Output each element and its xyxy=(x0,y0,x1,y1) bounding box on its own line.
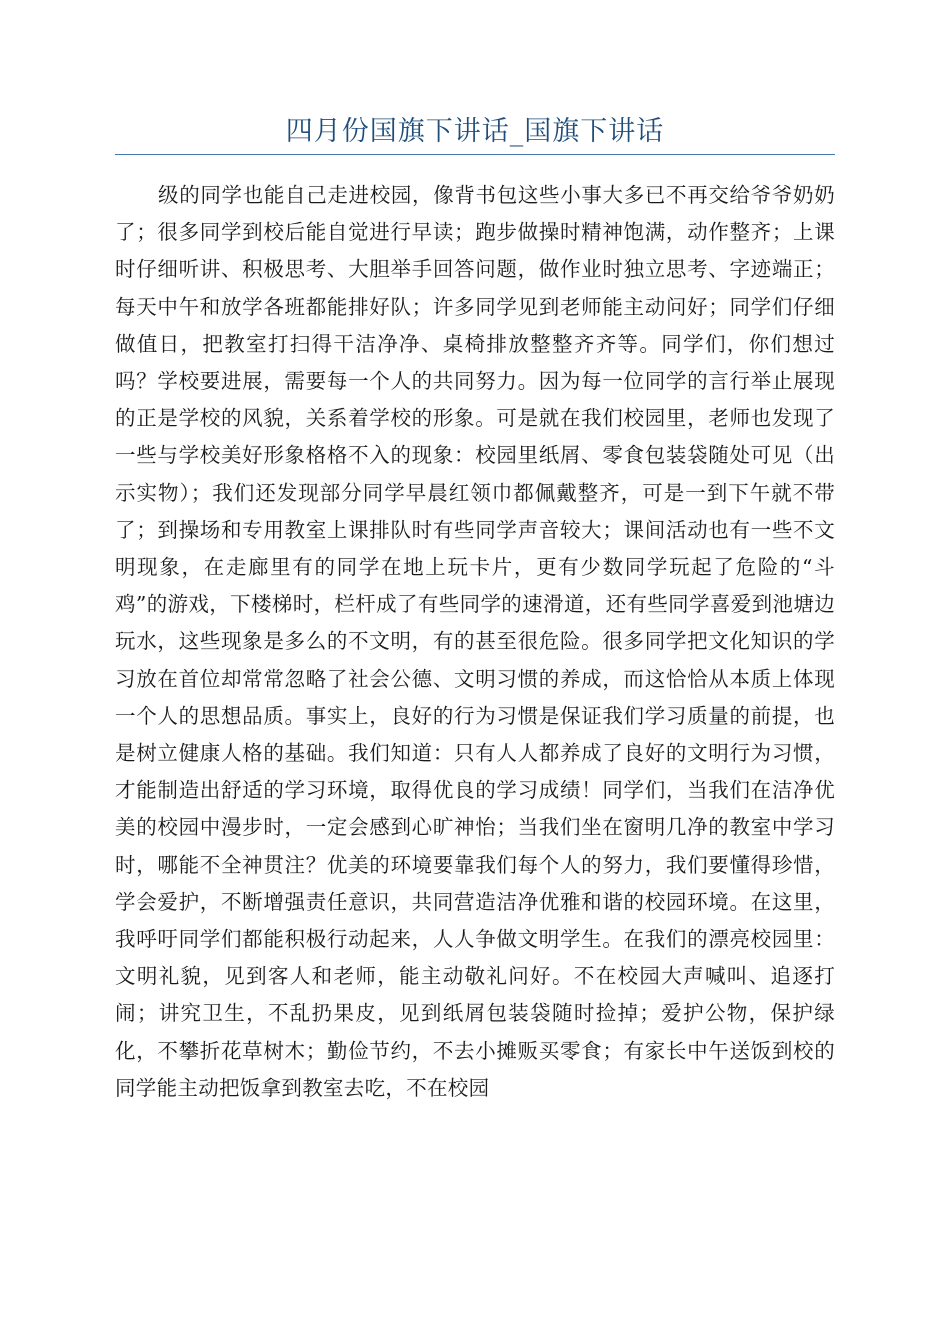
body-paragraph: 级的同学也能自己走进校园，像背书包这些小事大多已不再交给爷爷奶奶了；很多同学到校后能自觉进行早读；跑步做操时精神饱满，动作整齐；上课时仔细听讲、积极思考、大胆举手回答问题，做作业时独立思考、字迹端正；每天中午和放学各班都能排好队；许多同学见到老师能主动问好；同学们仔细做值日，把教室打扫得干洁净净、桌椅排放整整齐齐等。同学们，你们想过吗？学校要进展，需要每一个人的共同努力。因为每一位同学的言行举止展现的正是学校的风貌，关系着学校的形象。可是就在我们校园里，老师也发现了一些与学校美好形象格格不入的现象：校园里纸屑、零食包装袋随处可见（出示实物）；我们还发现部分同学早晨红领巾都佩戴整齐，可是一到下午就不带了；到操场和专用教室上课排队时有些同学声音较大；课间活动也有一些不文明现象，在走廊里有的同学在地上玩卡片，更有少数同学玩起了危险的“斗鸡”的游戏，下楼梯时，栏杆成了有些同学的速滑道，还有些同学喜爱到池塘边玩水，这些现象是多么的不文明，有的甚至很危险。很多同学把文化知识的学习放在首位却常常忽略了社会公德、文明习惯的养成，而这恰恰从本质上体现一个人的思想品质。事实上，良好的行为习惯是保证我们学习质量的前提，也是树立健康人格的基础。我们知道：只有人人都养成了良好的文明行为习惯，才能制造出舒适的学习环境，取得优良的学习成绩！同学们，当我们在洁净优美的校园中漫步时，一定会感到心旷神怡；当我们坐在窗明几净的教室中学习时，哪能不全神贯注？优美的环境要靠我们每个人的努力，我们要懂得珍惜，学会爱护，不断增强责任意识，共同营造洁净优雅和谐的校园环境。在这里，我呼吁同学们都能积极行动起来，人人争做文明学生。在我们的漂亮校园里：文明礼貌，见到客人和老师，能主动敬礼问好。不在校园大声喊叫、追逐打闹；讲究卫生，不乱扔果皮，见到纸屑包装袋随时捡掉；爱护公物，保护绿化，不攀折花草树木；勤俭节约，不去小摊贩买零食；有家长中午送饭到校的同学能主动把饭拿到教室去吃，不在校园 xyxy=(115,183,835,1100)
title-underline xyxy=(115,154,835,155)
document-title: 四月份国旗下讲话_国旗下讲话 xyxy=(285,116,665,147)
